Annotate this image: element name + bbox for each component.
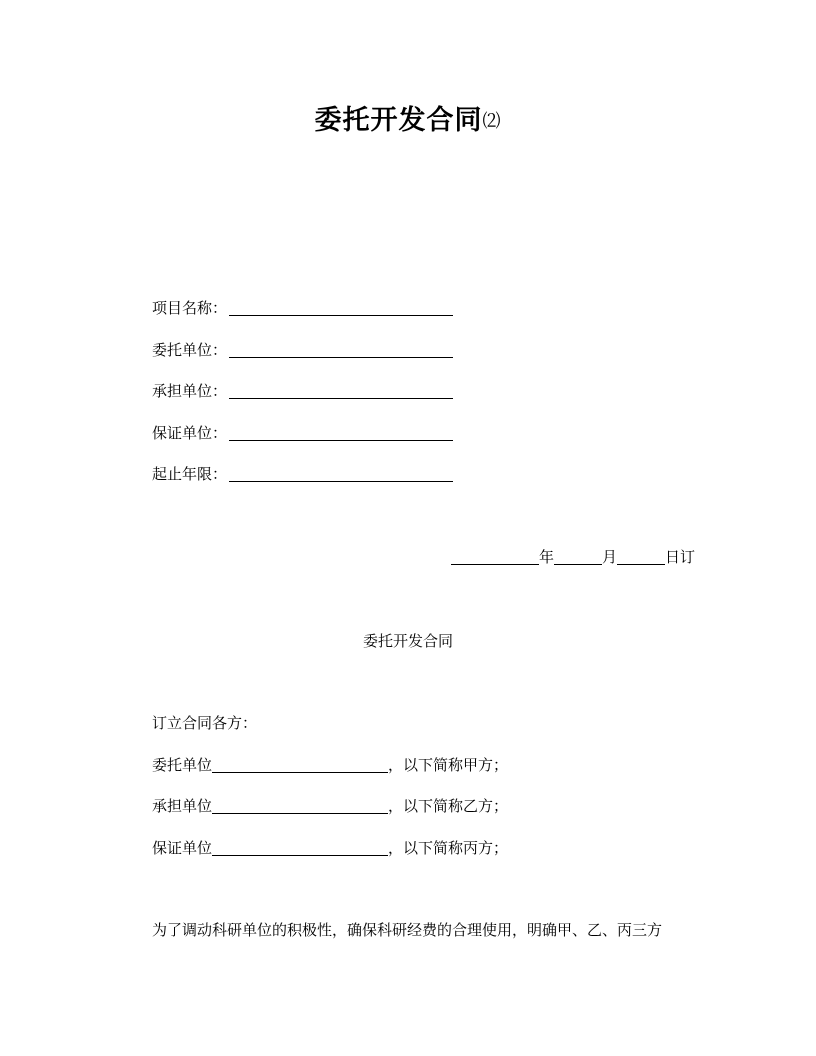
fill-in-line [229,299,453,316]
day-label: 日订 [664,548,695,566]
parties-intro: 订立合同各方： [152,714,258,732]
fill-in-line [229,341,453,358]
cover-field-project-name [152,298,453,318]
field-label: 保证单位： [152,424,228,442]
contract-subtitle: 委托开发合同 [362,632,453,650]
fill-in-line [229,465,453,482]
field-label: 委托单位： [152,341,228,359]
body-paragraph: 为了调动科研单位的积极性，确保科研经费的合理使用，明确甲、乙、丙三方 [152,921,663,939]
fill-in-line [212,839,388,856]
day-blank [617,548,665,565]
cover-field-client [152,340,453,360]
party-contractor [152,796,508,816]
field-label: 起止年限： [152,465,228,483]
signing-date [451,547,695,567]
party-client [152,755,508,775]
fill-in-line [229,424,453,441]
cover-field-contractor [152,381,453,401]
cover-field-term [152,464,453,484]
party-suffix: ，以下简称乙方； [388,797,509,815]
month-label: 月 [601,548,617,566]
party-suffix: ，以下简称丙方； [388,839,509,857]
year-label: 年 [538,548,554,566]
party-suffix: ，以下简称甲方； [388,756,509,774]
title-text: 委托开发合同 [314,105,483,136]
party-label: 承担单位 [152,797,213,815]
party-label: 保证单位 [152,839,213,857]
month-blank [554,548,602,565]
field-label: 项目名称： [152,299,228,317]
fill-in-line [212,797,388,814]
fill-in-line [229,382,453,399]
party-label: 委托单位 [152,756,213,774]
cover-field-guarantor [152,423,453,443]
title-number: ⑵ [482,111,502,132]
party-guarantor [152,838,508,858]
year-blank [451,548,539,565]
document-title [0,98,816,137]
fill-in-line [212,756,388,773]
field-label: 承担单位： [152,382,228,400]
